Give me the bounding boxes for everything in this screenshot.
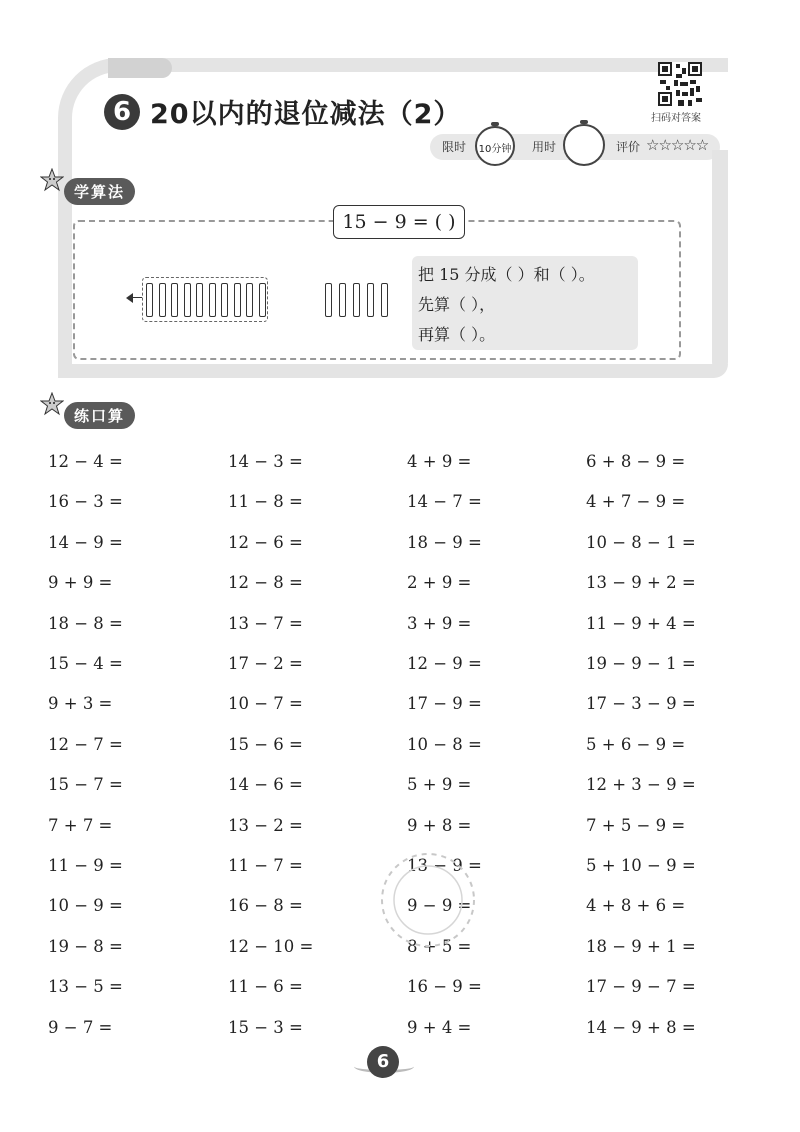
exercise-item[interactable]: 10 − 8 = bbox=[407, 734, 482, 754]
exercise-item[interactable]: 13 − 9 + 2 = bbox=[586, 573, 696, 593]
exercise-item[interactable]: 9 − 7 = bbox=[48, 1017, 113, 1037]
time-used-label: 用时 bbox=[532, 140, 557, 154]
exercise-item[interactable]: 12 − 8 = bbox=[228, 573, 303, 593]
learn-method-badge: 学算法 bbox=[64, 178, 135, 205]
grouped-stick bbox=[196, 283, 203, 317]
exercise-item[interactable]: 4 + 7 − 9 = bbox=[586, 492, 686, 512]
exercise-item[interactable]: 12 − 4 = bbox=[48, 452, 123, 471]
lesson-number-badge: 6 bbox=[104, 94, 140, 130]
exercise-item[interactable]: 19 − 8 = bbox=[48, 936, 123, 956]
grouped-stick bbox=[159, 283, 166, 317]
grouped-stick bbox=[234, 283, 241, 317]
exercise-item[interactable]: 11 − 6 = bbox=[228, 977, 303, 997]
exercise-item[interactable]: 17 − 2 = bbox=[228, 654, 303, 673]
lesson-title: 20以内的退位减法（2） bbox=[150, 99, 462, 130]
qr-label: 扫码对答案 bbox=[651, 113, 701, 124]
arrow-left-icon bbox=[126, 293, 133, 303]
time-limit-label: 限时 bbox=[442, 140, 467, 154]
exercise-item[interactable]: 13 − 5 = bbox=[48, 977, 123, 997]
exercise-item[interactable]: 12 − 6 = bbox=[228, 532, 303, 552]
qr-code-icon[interactable] bbox=[658, 62, 702, 106]
hint-line-1: 把 15 分成（ ）和（ ）。 bbox=[418, 265, 595, 284]
loose-stick bbox=[367, 283, 374, 317]
exercise-item[interactable]: 17 − 9 = bbox=[407, 694, 482, 714]
time-limit-value: 10分钟 bbox=[478, 144, 512, 155]
exercise-item[interactable]: 10 − 7 = bbox=[228, 694, 303, 714]
exercise-item[interactable]: 15 − 3 = bbox=[228, 1017, 303, 1037]
loose-stick bbox=[325, 283, 332, 317]
stopwatch-icon bbox=[475, 126, 515, 166]
exercise-item[interactable]: 11 − 7 = bbox=[228, 856, 303, 875]
watermark-stamp bbox=[358, 838, 498, 958]
exercise-item[interactable]: 3 + 9 = bbox=[407, 613, 472, 633]
grouped-stick bbox=[184, 283, 191, 317]
exercise-item[interactable]: 4 + 9 = bbox=[407, 452, 472, 471]
exercise-item[interactable]: 16 − 3 = bbox=[48, 492, 123, 512]
exercise-item[interactable]: 10 − 9 = bbox=[48, 896, 123, 916]
exercise-item[interactable]: 14 − 9 = bbox=[48, 532, 123, 552]
exercise-item[interactable]: 13 − 9 = bbox=[407, 856, 482, 875]
exercise-item[interactable]: 9 + 9 = bbox=[48, 573, 113, 593]
exercise-item[interactable]: 17 − 9 − 7 = bbox=[586, 977, 696, 997]
exercise-item[interactable]: 19 − 9 − 1 = bbox=[586, 654, 696, 673]
exercise-item[interactable]: 13 − 7 = bbox=[228, 613, 303, 633]
loose-stick bbox=[339, 283, 346, 317]
exercise-item[interactable]: 16 − 9 = bbox=[407, 977, 482, 997]
grouped-stick bbox=[221, 283, 228, 317]
exercise-item[interactable]: 7 + 7 = bbox=[48, 815, 113, 835]
exercise-item[interactable]: 18 − 9 = bbox=[407, 532, 482, 552]
mascot-star-icon bbox=[40, 392, 64, 416]
exercise-item[interactable]: 9 + 4 = bbox=[407, 1017, 472, 1037]
grouped-stick bbox=[259, 283, 266, 317]
exercise-item[interactable]: 4 + 8 + 6 = bbox=[586, 896, 686, 916]
exercise-item[interactable]: 11 − 8 = bbox=[228, 492, 303, 512]
exercise-item[interactable]: 12 − 9 = bbox=[407, 654, 482, 673]
exercise-item[interactable]: 9 + 3 = bbox=[48, 694, 113, 714]
exercise-item[interactable]: 13 − 2 = bbox=[228, 815, 303, 835]
mascot-star-icon bbox=[40, 168, 64, 192]
exercise-item[interactable]: 14 − 6 = bbox=[228, 775, 303, 795]
hint-line-2: 先算（ ）， bbox=[418, 295, 496, 314]
rating-label: 评价 bbox=[616, 140, 641, 154]
exercise-item[interactable]: 18 − 9 + 1 = bbox=[586, 936, 696, 956]
grouped-stick bbox=[171, 283, 178, 317]
exercise-item[interactable]: 15 − 4 = bbox=[48, 654, 123, 673]
rating-stars[interactable]: ☆☆☆☆☆ bbox=[646, 136, 709, 154]
exercise-item[interactable]: 16 − 8 = bbox=[228, 896, 303, 916]
exercise-item[interactable]: 14 − 3 = bbox=[228, 452, 303, 471]
hint-box bbox=[412, 256, 638, 350]
grouped-stick bbox=[209, 283, 216, 317]
exercise-item[interactable]: 12 − 7 = bbox=[48, 734, 123, 754]
grouped-stick bbox=[146, 283, 153, 317]
exercise-item[interactable]: 5 + 9 = bbox=[407, 775, 472, 795]
practice-badge: 练口算 bbox=[64, 402, 135, 429]
exercise-item[interactable]: 2 + 9 = bbox=[407, 573, 472, 593]
frame-bottom-edge bbox=[58, 364, 728, 378]
hint-line-3: 再算（ ）。 bbox=[418, 325, 496, 344]
time-used-field[interactable] bbox=[563, 124, 605, 166]
exercise-item[interactable]: 11 − 9 = bbox=[48, 856, 123, 875]
exercise-item[interactable]: 9 + 8 = bbox=[407, 815, 472, 835]
exercise-item[interactable]: 15 − 7 = bbox=[48, 775, 123, 795]
method-equation: 15 − 9 = ( ) bbox=[333, 205, 465, 239]
exercise-item[interactable]: 12 + 3 − 9 = bbox=[586, 775, 696, 795]
exercise-item[interactable]: 11 − 9 + 4 = bbox=[586, 613, 696, 633]
exercise-item[interactable]: 5 + 6 − 9 = bbox=[586, 734, 686, 754]
exercise-item[interactable]: 5 + 10 − 9 = bbox=[586, 856, 696, 875]
loose-stick bbox=[353, 283, 360, 317]
exercise-item[interactable]: 12 − 10 = bbox=[228, 936, 314, 956]
exercise-item[interactable]: 18 − 8 = bbox=[48, 613, 123, 633]
grouped-stick bbox=[246, 283, 253, 317]
page-number: 6 bbox=[367, 1046, 399, 1078]
exercise-item[interactable]: 15 − 6 = bbox=[228, 734, 303, 754]
exercise-item[interactable]: 7 + 5 − 9 = bbox=[586, 815, 686, 835]
exercise-item[interactable]: 14 − 7 = bbox=[407, 492, 482, 512]
exercise-item[interactable]: 10 − 8 − 1 = bbox=[586, 532, 696, 552]
loose-stick bbox=[381, 283, 388, 317]
frame-right-edge bbox=[712, 150, 728, 370]
exercise-item[interactable]: 6 + 8 − 9 = bbox=[586, 452, 686, 471]
arrow-line bbox=[132, 297, 142, 298]
exercise-item[interactable]: 14 − 9 + 8 = bbox=[586, 1017, 696, 1037]
exercise-item[interactable]: 17 − 3 − 9 = bbox=[586, 694, 696, 714]
exercise-item[interactable]: 9 − 9 = bbox=[407, 896, 472, 916]
header-tab bbox=[108, 58, 172, 78]
exercise-item[interactable]: 8 + 5 = bbox=[407, 936, 472, 956]
